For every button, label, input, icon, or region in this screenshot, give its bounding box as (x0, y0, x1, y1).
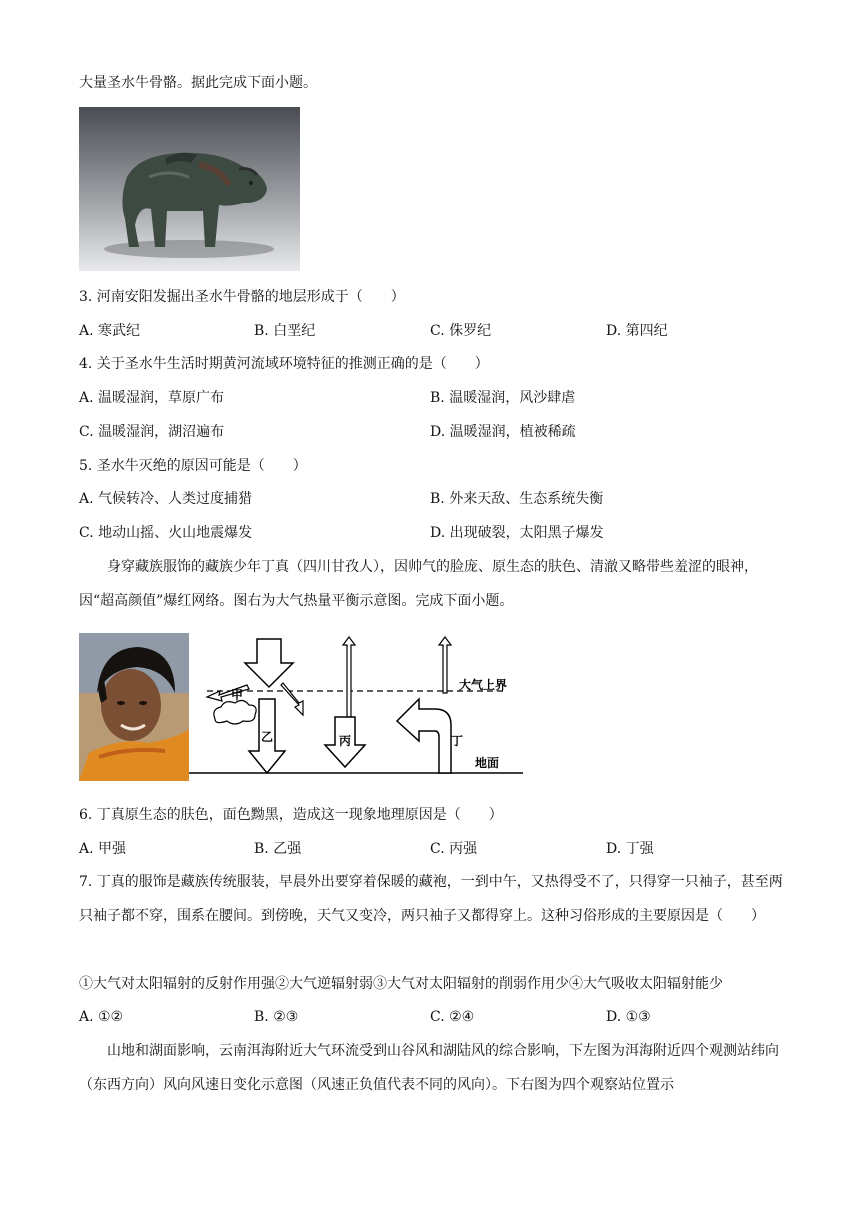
q6-option-a: A. 甲强 (79, 841, 127, 857)
q6-option-d: D. 丁强 (606, 841, 654, 857)
passage-dingzhen: 身穿藏族服饰的藏族少年丁真（四川甘孜人），因帅气的脸庞、原生态的肤色、清澈又略带些羞涩的眼神，因“超高颜值”爆红网络。图右为大气热量平衡示意图。完成下面小题。 (79, 559, 758, 609)
q5-option-b: B. 外来天敌、生态系统失衡 (430, 491, 604, 507)
q7-option-a: A. ①② (79, 1009, 124, 1025)
label-ding: 丁 (451, 734, 464, 748)
q7-stem: 7. 丁真的服饰是藏族传统服装，早晨外出要穿着保暖的藏袍，一到中午，又热得受不了，只得穿一只袖子，甚至两只袖子都不穿，围系在腰间。到傍晚，天气又变冷，两只袖子又都得穿上。这种习俗形成的主要原因是（ ） (79, 874, 783, 924)
bronze-buffalo-photo (79, 107, 300, 271)
label-jia: 甲 (231, 688, 244, 702)
q6-option-b: B. 乙强 (254, 841, 302, 857)
label-yi: 乙 (261, 730, 274, 744)
q7-statements: ①大气对太阳辐射的反射作用强②大气逆辐射弱③大气对太阳辐射的削弱作用少④大气吸收太阳辐射能少 (79, 976, 723, 992)
passage-erhai: 山地和湖面影响，云南洱海附近大气环流受到山谷风和湖陆风的综合影响，下左图为洱海附近四个观测站纬向（东西方向）风向风速日变化示意图（风速正负值代表不同的风向）。下右图为四个观察站位置示 (79, 1043, 779, 1093)
q6-stem: 6. 丁真原生态的肤色，面色黝黑，造成这一现象地理原因是（ ） (79, 807, 503, 823)
intro-tail: 大量圣水牛骨骼。据此完成下面小题。 (79, 75, 317, 91)
cloud-icon (214, 700, 256, 724)
q3-option-c: C. 侏罗纪 (430, 323, 492, 339)
incoming-radiation-arrow (245, 639, 293, 687)
q6-option-c: C. 丙强 (430, 841, 478, 857)
atmosphere-top-label: 大气上界 (459, 678, 508, 692)
q3-option-a: A. 寒武纪 (79, 323, 141, 339)
q7-option-c: C. ②④ (430, 1009, 475, 1025)
q7-option-d: D. ①③ (606, 1009, 651, 1025)
q5-stem: 5. 圣水牛灭绝的原因可能是（ ） (79, 458, 307, 474)
thin-up-arrow-1 (343, 637, 355, 717)
thin-up-arrow-2 (439, 637, 451, 693)
q3-stem: 3. 河南安阳发掘出圣水牛骨骼的地层形成于（ ） (79, 289, 405, 305)
q4-option-d: D. 温暖湿润，植被稀疏 (430, 424, 576, 440)
arrow-ding (397, 699, 451, 773)
heat-balance-diagram (189, 633, 529, 781)
q4-option-b: B. 温暖湿润，风沙肆虐 (430, 390, 576, 406)
label-bing: 丙 (339, 734, 352, 748)
q4-stem: 4. 关于圣水牛生活时期黄河流域环境特征的推测正确的是（ ） (79, 356, 489, 372)
scatter-arrow (281, 683, 303, 715)
q4-option-a: A. 温暖湿润，草原广布 (79, 390, 225, 406)
q5-option-a: A. 气候转冷、人类过度捕猎 (79, 491, 253, 507)
portrait-photo (79, 633, 189, 781)
q5-option-d: D. 出现破裂，太阳黑子爆发 (430, 525, 604, 541)
q7-option-b: B. ②③ (254, 1009, 299, 1025)
q4-option-c: C. 温暖湿润，湖沼遍布 (79, 424, 225, 440)
q5-option-c: C. 地动山摇、火山地震爆发 (79, 525, 253, 541)
q3-option-b: B. 白垩纪 (254, 323, 316, 339)
ground-label: 地面 (475, 756, 500, 770)
q3-option-d: D. 第四纪 (606, 323, 668, 339)
